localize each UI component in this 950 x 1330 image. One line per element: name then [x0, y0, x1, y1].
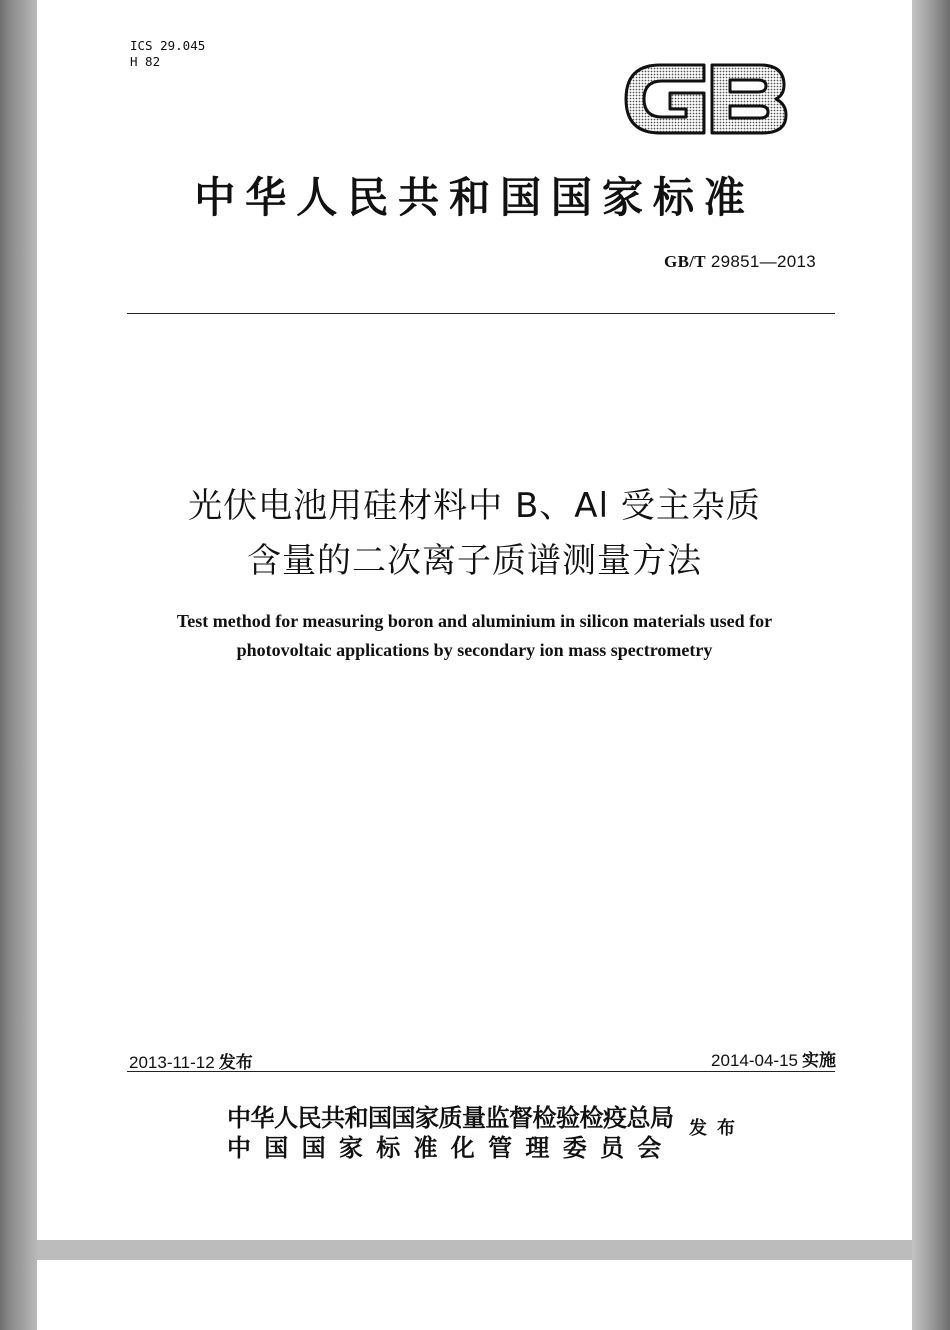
- english-title-line-1: Test method for measuring boron and aluminium in silicon materials used for: [176, 611, 773, 631]
- header-divider: [127, 313, 835, 314]
- issuer-line-1: 中华人民共和国国家质量监督检验检疫总局: [227, 1103, 674, 1132]
- next-page: [37, 1260, 912, 1330]
- implementation-date: [711, 1046, 836, 1071]
- classification-block: [130, 38, 205, 70]
- document-page: [37, 0, 912, 1240]
- standard-number: [664, 252, 816, 272]
- ics-code: ICS 29.045: [130, 38, 206, 53]
- issuer-line-2: 中国国家标准化管理委员会: [227, 1133, 675, 1162]
- publish-label: 发布: [689, 1118, 745, 1139]
- implementation-date-suffix: 实施: [802, 1051, 836, 1071]
- logo-text: GB: [706, 105, 708, 106]
- chinese-title-line-2: 含量的二次离子质谱测量方法: [247, 541, 702, 581]
- implementation-date-value: 2014-04-15: [711, 1051, 798, 1070]
- standard-type-title: 中华人民共和国国家标准: [194, 173, 755, 222]
- category-code: H 82: [130, 54, 161, 69]
- issue-date: [129, 1048, 253, 1073]
- chinese-title-line-1: 光伏电池用硅材料中 B、Al 受主杂质: [188, 486, 761, 526]
- gb-logo: [620, 55, 792, 143]
- viewer-scrollbar-shade: [912, 0, 950, 1330]
- issue-date-value: 2013-11-12: [129, 1053, 215, 1072]
- english-title-line-2: photovoltaic applications by secondary ion mass spectrometry: [236, 640, 713, 660]
- standard-number-prefix: GB/T: [664, 252, 706, 271]
- standard-number-value: 29851—2013: [710, 252, 816, 271]
- footer-divider: [127, 1071, 835, 1072]
- issue-date-suffix: 发布: [218, 1053, 253, 1073]
